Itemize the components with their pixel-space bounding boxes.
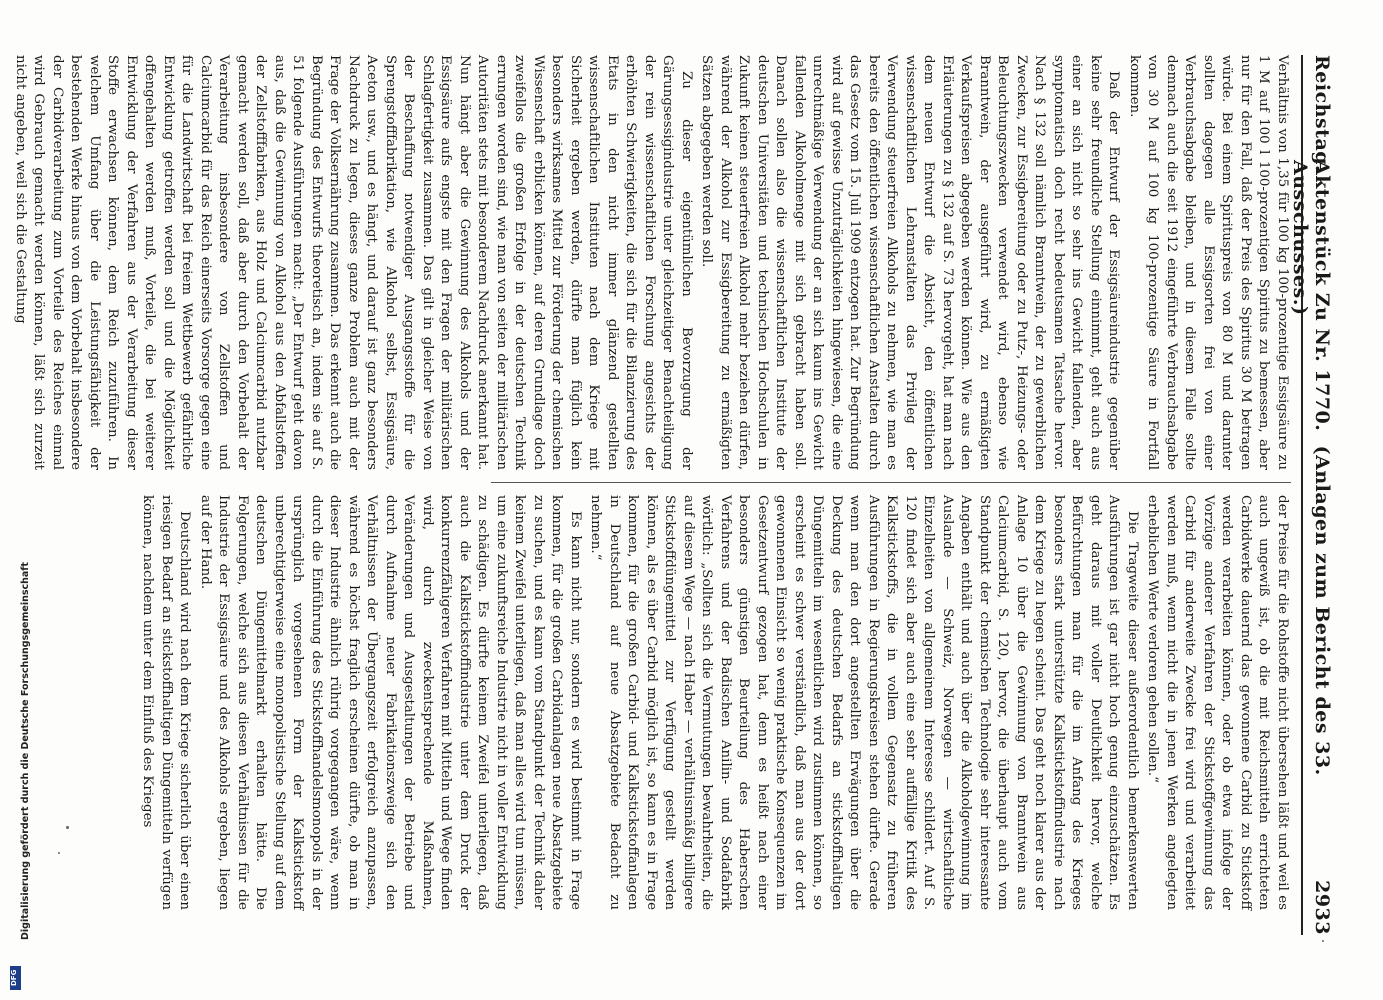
digitization-credit: Digitalisierung gefördert durch die Deutsche Forschungsgemeinschaft bbox=[20, 562, 31, 940]
header-document: Aktenstück Zu Nr. 1770. bbox=[1311, 160, 1333, 432]
paragraph: Daß der Entwurf der Essigsäureindustrie gegenüber keine sehr freundliche Stellung einnimmt, geht auch aus einer an sich nicht so sehr ins Gewicht fallenden, aber symptomatisch doch recht bedeutsamen Tatsache hervor. Nach § 132 soll nämlich Branntwein, der zu gewerblichen Zwecken, zur Essigbereitung oder zu Putz-, Heizungs- oder Beleuchtungszwecken verwendet wird, ebenso wie Branntwein, der ausgeführt wird, zu ermäßigten Verkaufspreisen abgegeben werden können. Wie aus den Erläuterungen zu § 132 auf S. 73 hervorgeht, hat man nach dem neuen Entwurf die Absicht, den öffentlichen wissenschaftlichen Lehranstalten das Privileg der Verwendung steuerfreien Alkohols zu nehmen, wie man es bereits den öffentlichen wissenschaftlichen Anstalten durch das Gesetz vom 15. Juli 1909 entzogen hat. Zur Begründung wird auf gewisse Unzuträglichkeiten hingewiesen, die eine unrechtmäßige Verwendung der an sich kaum ins Gewicht fallenden Alkoholmenge mit sich gebracht haben soll. Danach sollen also die wissenschaftlichen Institute der deutschen Universitäten und technischen Hochschulen in Zukunft keinen steuerfreien Alkohol mehr beziehen dürfen, während der Alkohol zur Essigbereitung zu ermäßigten Sätzen abgegeben werden soll. bbox=[699, 55, 1122, 470]
left-column bbox=[13, 55, 1291, 470]
header-document-title bbox=[1289, 160, 1333, 935]
scan-speck bbox=[58, 852, 60, 854]
page-header bbox=[1289, 55, 1335, 935]
paragraph: Zu dieser eigentümlichen Bevorzugung der Gärungsessigindustrie unter gleichzeitiger Benachteiligung der rein wissenschaftlichen Forschung angesichts der erhöhten Schwierigkeiten, die sich für die Bilanzierung des Etats in den nicht immer glänzend gestellten wissenschaftlichen Instituten nach dem Kriege mit Sicherheit ergeben werden, dürfte man füglich kein besonders wirksames Mittel zur Förderung der chemischen Wissenschaft erblicken können, auf deren Grundlage doch zweifellos die großen Erfolge in der deutschen Technik errungen worden sind, wie man von seiten der militärischen Autoritäten stets mit besonderem Nachdruck anerkannt hat. Nun hängt aber die Gewinnung des Alkohols und der Essigsäure aufs engste mit den Fragen der militärischen Schlagfertigkeit zusammen. Das gilt in gleicher Weise von der Beschaffung notwendiger Ausgangsstoffe für die Sprengstofffabrikation, wie Alkohol selbst, Essigsäure, Aceton usw., und es hängt, und darauf ist ganz besonders Nachdruck zu legen, dieses ganze Problem auch mit der Frage der Volksernährung zusammen. Das erkennt auch die Begründung des Entwurfs theoretisch an, indem sie auf S. 51 folgende Ausführungen macht: „Der Entwurf geht davon aus, daß die Gewinnung von Alkohol aus den Abfallstoffen der Zellstofffabriken, aus Holz und Calciumcarbid nutzbar gemacht werden soll, daß aber durch den Vorbehalt der Verarbeitung insbesondere von Zellstoffen und Calciumcarbid für das Reich einerseits Vorsorge gegen eine für die Landwirtschaft bei freiem Wettbewerb gefährliche Entwicklung getroffen werden soll und die Möglichkeit offengehalten werden muß, Vorteile, die bei weiterer Entwicklung der Verfahren aus der Verarbeitung dieser Stoffe erwachsen können, dem Reich zuzuführen. In welchem Umfang über die Leistungsfähigkeit der bestehenden Werke hinaus von dem Vorbehalt insbesondere der Carbidverarbeitung zum Vorteile des Reiches einmal wird Gebrauch gemacht werden können, läßt sich zurzeit nicht angeben, weil sich die Gestaltung bbox=[13, 55, 694, 470]
paragraph: der Preise für die Rohstoffe nicht übersehen läßt und weil es auch ungewiß ist, ob die mit Reichsmitteln errichteten Carbidwerke dauernd das gewonnene Carbid zu Stickstoff werden verarbeiten können, oder ob etwa infolge der Vorzüge anderer Verfahren der Stickstoffgewinnung das Carbid für anderweite Zwecke frei wird und verarbeitet werden muß, wenn nicht die in jenen Werken angelegten erheblichen Werte verloren gehen sollen.“ bbox=[1145, 495, 1290, 910]
scan-speck bbox=[1322, 940, 1324, 942]
footer-strip bbox=[6, 0, 31, 1000]
column-divider bbox=[491, 482, 1291, 483]
paragraph: Die Tragweite dieser außerordentlich bemerkenswerten Ausführungen ist gar nicht hoch genug einzuschätzen. Es geht daraus mit voller Deutlichkeit hervor, welche Befürchtungen man für die im Anfang des Krieges besonders stark unterstützte Kalkstickstoffindustrie nach dem Kriege zu hegen scheint. Das geht noch klarer aus der Anlage 10 über die Gewinnung von Branntwein aus Calciumcarbid, S. 120, hervor, die überhaupt auch vom Standpunkt der chemischen Technologie sehr interessante Angaben enthält und auch über die Alkoholgewinnung im Auslande — Schweiz, Norwegen — wirtschaftliche Einzelheiten von allgemeinem Interesse schildert. Auf S. 120 findet sich aber auch eine sehr auffällige Kritik des Kalkstickstoffs, die in vollem Gegensatz zu früheren Ausführungen in Regierungskreisen stehen dürfte. Gerade wenn man den dort angestellten Erwägungen über die Deckung des deutschen Bedarfs an stickstoffhaltigen Düngemitteln im wesentlichen wird zustimmen können, so erscheint es schwer verständlich, daß man aus der dort gewonnenen Einsicht so wenig praktische Konsequenzen im Gesetzentwurf gezogen hat, denn es heißt nach einer besonders günstigen Beurteilung des Haberschen Verfahrens und der Badischen Anilin- und Sodafabrik wörtlich: „Sollten sich die Vermutungen bewahrheiten, die auf diesem Wege — nach Haber — verhältnismäßig billigere Stickstoffdüngemittel zur Verfügung gestellt werden können, als es über Carbid möglich ist, so kann es in Frage kommen, für die großen Carbid- und Kalkstickstoffanlagen in Deutschland auf neue Absatzgebiete Bedacht zu nehmen.“ bbox=[588, 495, 1140, 910]
header-section: Reichstag. bbox=[1311, 55, 1333, 173]
paragraph: Es kann nicht nur, sondern es wird bestimmt in Frage kommen, für die großen Carbidanlagen neue Absatzgebiete zu suchen, und es kann vom Standpunkt der Technik daher keinem Zweifel unterliegen, daß man alles wird tun müssen, um eine zukunftsreiche Industrie nicht in voller Entwicklung zu schädigen. Es dürfte keinem Zweifel unterliegen, daß auch die Kalkstickstoffindustrie unter dem Druck der konkurrenzfähigeren Verfahren mit Mitteln und Wege finden wird, durch zweckentsprechende Maßnahmen, Veränderungen und Ausgestaltungen der Betriebe und durch Aufnahme neuer Fabrikationszweige sich den Verhältnissen der Übergangszeit erfolgreich anzupassen, während es höchst fraglich erscheinen dürfte, ob man in dieser Industrie ähnlich rührig vorgegangen wäre, wenn durch die Einführung des Stickstoffhandelsmonopols in der ursprünglich vorgesehenen Form der Kalkstickstoff unberechtigterweise eine monopolistische Stellung auf dem deutschen Düngemittelmarkt erhalten hätte. Die Folgerungen, welche sich aus diesen Verhältnissen für die Industrie der Essigsäure und des Alkohols ergeben, liegen auf der Hand. bbox=[198, 495, 583, 910]
scan-speck bbox=[66, 826, 69, 829]
dfg-logo: DFG bbox=[10, 966, 21, 990]
paragraph: Verhältnis von 1,35 für 100 kg 100-prozentige Essigsäure zu 1 M auf 100 l 100-prozentigen Spiritus zu bemessen, aber nur für den Fall, daß der Preis des Spiritus 30 M betragen würde. Bei einem Spirituspreis von 80 M und darunter sollten dagegen alle Essigsorten frei von einer Verbrauchsabgabe bleiben, und in diesem Falle sollte demnach auch die seit 1912 eingeführte Verbrauchsabgabe von 30 M auf 100 kg 100-prozentige Säure in Fortfall kommen. bbox=[1127, 55, 1290, 470]
paragraph: Deutschland wird nach dem Kriege sicherlich über einen riesigen Bedarf an stickstoffhaltigen Düngemitteln verfügen können, nachdem unter dem Einfluß des Krieges bbox=[140, 495, 193, 910]
right-column bbox=[91, 495, 1291, 910]
page-number: 2933 bbox=[1311, 880, 1333, 935]
header-subtitle: (Anlagen zum Bericht des 33. Ausschusses.) bbox=[1289, 160, 1333, 776]
